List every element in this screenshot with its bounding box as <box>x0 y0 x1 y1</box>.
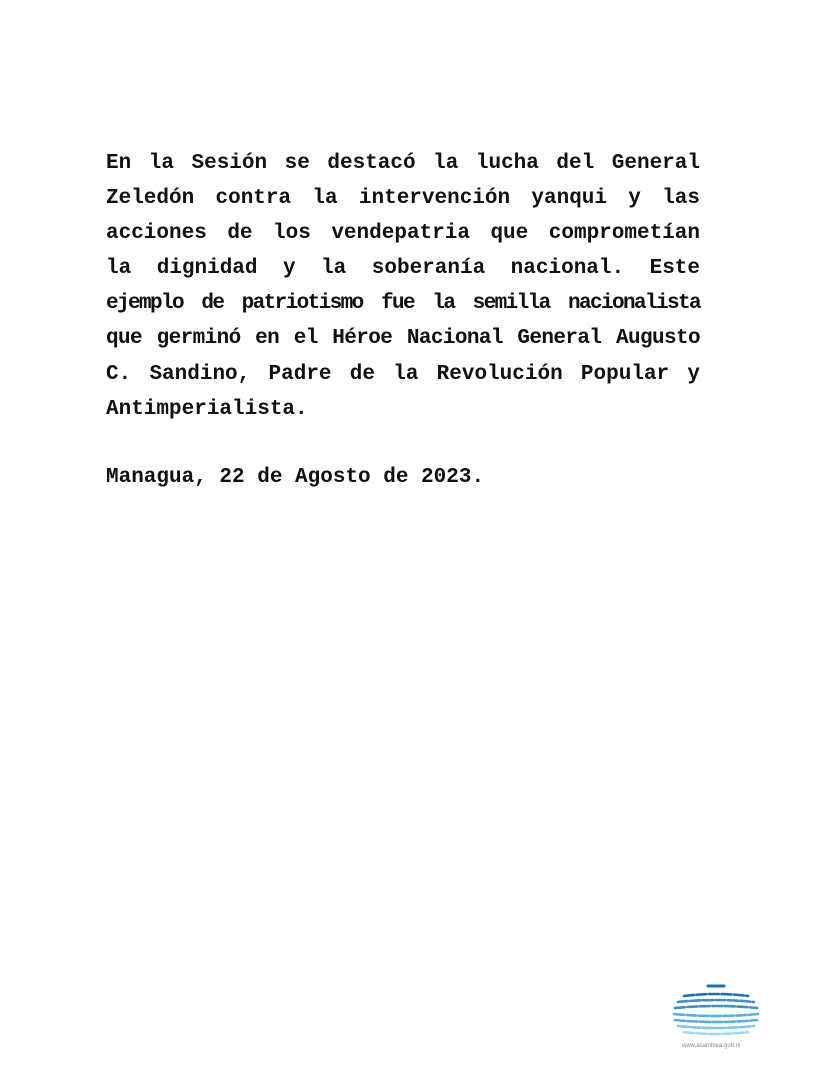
site-url: www.asamblea.gob.ni <box>682 1043 741 1049</box>
logo-arc <box>678 1000 754 1002</box>
paragraph-line: En la Sesión se destacó la lucha del General <box>106 152 700 175</box>
logo-arc <box>684 994 748 996</box>
paragraph-line: Antimperialista. <box>106 397 308 421</box>
resolution-paragraph <box>106 146 700 427</box>
logo-arc <box>675 1020 757 1022</box>
paragraph-line: que germinó en el Héroe Nacional General Augusto <box>106 327 700 351</box>
logo-arc <box>675 1006 757 1008</box>
logo-arc <box>674 1014 758 1016</box>
paragraph-line: acciones de los vendepatria que comprometían <box>106 222 700 246</box>
dateline: Managua, 22 de Agosto de 2023. <box>106 466 485 489</box>
paragraph-line: ejemplo de patriotismo fue la semilla nacionalista <box>106 292 700 316</box>
paragraph-line: la dignidad y la soberanía nacional. Este <box>106 257 700 281</box>
paragraph-line: C. Sandino, Padre de la Revolución Popular y <box>106 362 700 386</box>
logo-arc <box>684 1032 748 1034</box>
logo-arc <box>678 1026 754 1028</box>
paragraph-line: Zeledón contra la intervención yanqui y las <box>106 187 700 211</box>
